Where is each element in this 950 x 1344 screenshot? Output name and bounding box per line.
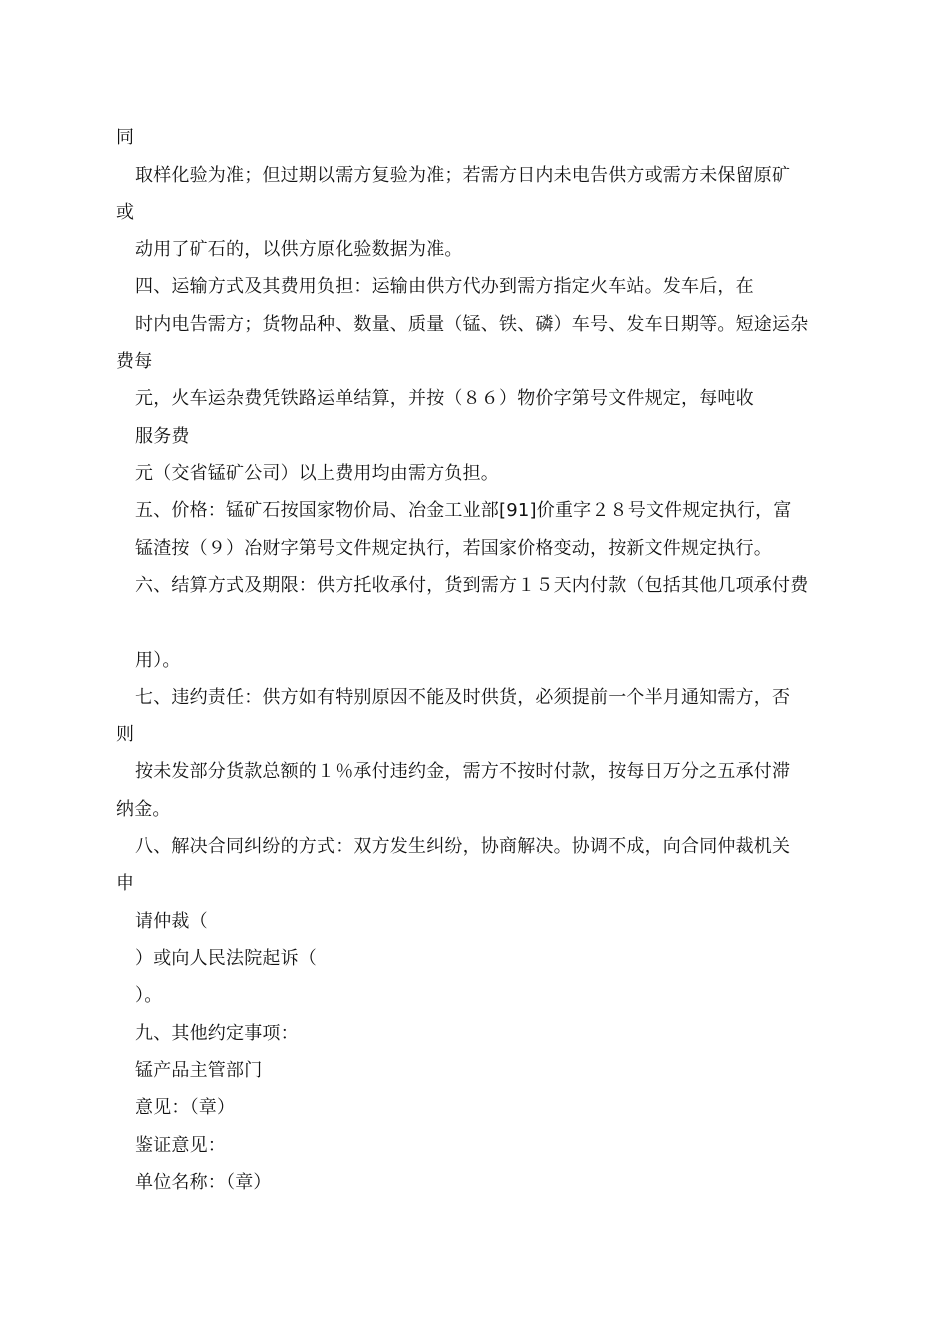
text-line: 费每 xyxy=(116,351,153,372)
text-line: 六、结算方式及期限：供方托收承付，货到需方１５天内付款（包括其他几项承付费 xyxy=(135,575,809,596)
text-line: 八、解决合同纠纷的方式：双方发生纠纷，协商解决。协调不成，向合同仲裁机关 xyxy=(135,836,791,857)
text-line: 用）。 xyxy=(135,650,181,671)
text-line: 请仲裁（ xyxy=(135,911,208,932)
text-line: 按未发部分货款总额的１％承付违约金，需方不按时付款，按每日万分之五承付滞 xyxy=(135,761,791,782)
text-line: 元（交省锰矿公司）以上费用均由需方负担。 xyxy=(135,463,499,484)
text-line: 动用了矿石的，以供方原化验数据为准。 xyxy=(135,239,463,260)
text-line: 元，火车运杂费凭铁路运单结算，并按（８６）物价字第号文件规定，每吨收 xyxy=(135,388,754,409)
text-line: 则 xyxy=(116,724,135,745)
text-line: 时内电告需方；货物品种、数量、质量（锰、铁、磷）车号、发车日期等。短途运杂 xyxy=(135,314,809,335)
text-line: 同 xyxy=(116,127,135,148)
text-line: 鉴证意见： xyxy=(135,1135,226,1156)
text-line: 七、违约责任：供方如有特别原因不能及时供货，必须提前一个半月通知需方，否 xyxy=(135,687,791,708)
text-line: 九、其他约定事项： xyxy=(135,1023,299,1044)
text-line: 锰产品主管部门 xyxy=(135,1060,263,1081)
text-line: ）。 xyxy=(135,985,163,1006)
text-line: 服务费 xyxy=(135,426,190,447)
text-line: 单位名称：（章） xyxy=(135,1172,272,1193)
text-line: 五、价格：锰矿石按国家物价局、冶金工业部[91]价重字２８号文件规定执行，富 xyxy=(135,500,792,521)
text-line: 纳金。 xyxy=(116,799,171,820)
text-line: 四、运输方式及其费用负担：运输由供方代办到需方指定火车站。发车后，在 xyxy=(135,276,754,297)
text-line: 锰渣按（９）冶财字第号文件规定执行，若国家价格变动，按新文件规定执行。 xyxy=(135,538,772,559)
text-line: 申 xyxy=(116,873,135,894)
text-line: 或 xyxy=(116,202,135,223)
text-line: ）或向人民法院起诉（ xyxy=(135,948,317,969)
text-line: 意见：（章） xyxy=(135,1097,236,1118)
text-line: 取样化验为准；但过期以需方复验为准；若需方日内未电告供方或需方未保留原矿 xyxy=(135,165,791,186)
